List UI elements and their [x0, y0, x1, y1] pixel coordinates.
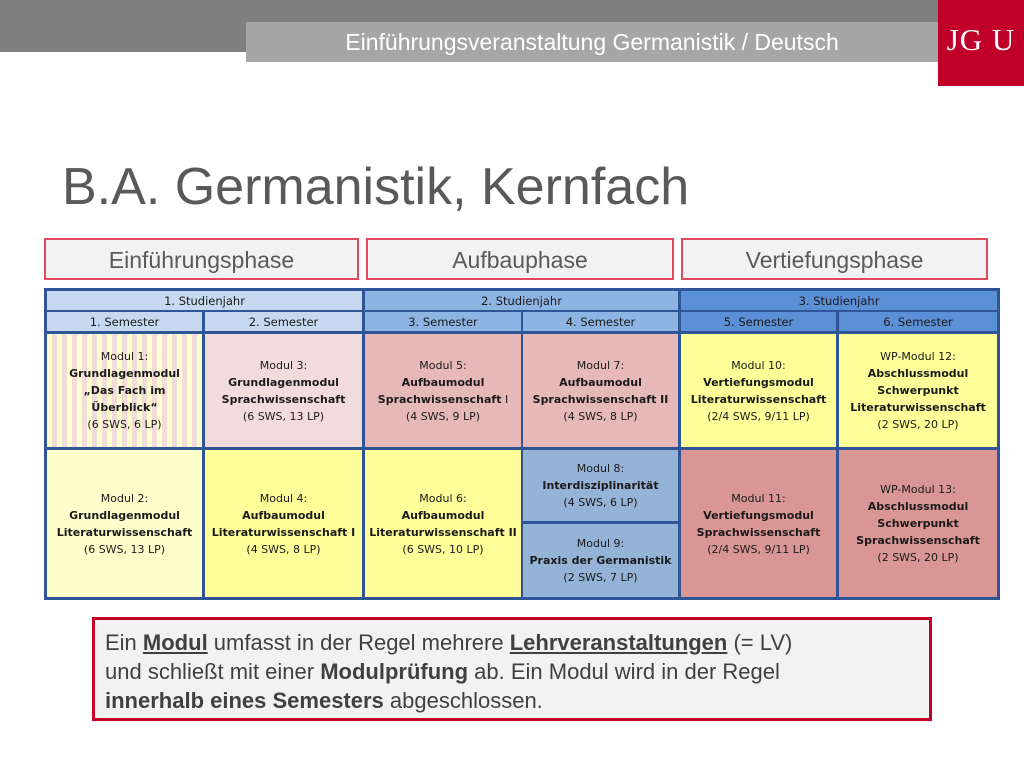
module-7 — [523, 334, 678, 447]
module-11-type: Vertiefungsmodul — [703, 508, 814, 522]
module-1-type: Grundlagenmodul — [69, 367, 180, 380]
page-title: B.A. Germanistik, Kernfach — [62, 158, 690, 216]
module-1-title-b: Überblick“ — [91, 401, 158, 414]
module-10 — [681, 334, 836, 447]
module-9-number: Modul 9: — [576, 537, 625, 550]
semester-6-header: 6. Semester — [839, 312, 997, 331]
year-1-header: 1. Studienjahr — [47, 291, 362, 310]
module-3-number: Modul 3: — [259, 358, 308, 372]
module-9-credits: (2 SWS, 7 LP) — [563, 571, 638, 584]
module-13-number: WP-Modul 13: — [880, 483, 956, 496]
module-11-credits: (2/4 SWS, 9/11 LP) — [707, 542, 810, 556]
module-1-number: Modul 1: — [100, 350, 149, 363]
module-13-title-b: Sprachwissenschaft — [856, 534, 980, 547]
module-7-type: Aufbaumodul — [559, 375, 642, 389]
module-1-credits: (6 SWS, 6 LP) — [87, 418, 162, 431]
module-6-number: Modul 6: — [419, 491, 467, 505]
module-8-title: Interdisziplinarität — [542, 479, 659, 492]
module-10-title: Literaturwissenschaft — [690, 392, 827, 406]
module-3 — [205, 334, 362, 447]
module-12-title-a: Schwerpunkt — [877, 384, 959, 397]
module-10-number: Modul 10: — [731, 358, 786, 372]
info-text: ab. Ein Modul wird in der Regel — [468, 659, 780, 684]
module-4 — [205, 450, 362, 597]
info-text: umfasst in der Regel mehrere — [207, 630, 510, 655]
info-term-semester: innerhalb eines Semesters — [105, 688, 384, 713]
module-10-type: Vertiefungsmodul — [703, 375, 814, 389]
module-5-credits: (4 SWS, 9 LP) — [405, 409, 481, 423]
phase-einfuehrung: Einführungsphase — [44, 238, 359, 280]
module-13-credits: (2 SWS, 20 LP) — [877, 551, 959, 564]
info-term-modul: Modul — [142, 630, 208, 655]
module-7-credits: (4 SWS, 8 LP) — [563, 409, 638, 423]
module-13 — [839, 450, 997, 597]
semester-4-header: 4. Semester — [523, 312, 678, 331]
semester-2-header: 2. Semester — [205, 312, 362, 331]
phase-aufbau: Aufbauphase — [366, 238, 674, 280]
info-term-modulpruefung: Modulprüfung — [320, 659, 469, 684]
info-text: abgeschlossen. — [383, 688, 543, 713]
module-4-credits: (4 SWS, 8 LP) — [246, 542, 321, 556]
module-2-type: Grundlagenmodul — [69, 508, 180, 522]
module-1-title-a: „Das Fach im — [83, 384, 166, 397]
module-5-type: Aufbaumodul — [401, 375, 485, 389]
module-2-title: Literaturwissenschaft — [56, 525, 193, 539]
module-7-number: Modul 7: — [576, 358, 625, 372]
phase-vertiefung: Vertiefungsphase — [681, 238, 988, 280]
header-title: Einführungsveranstaltung Germanistik / Deutsch — [345, 29, 839, 55]
module-2-credits: (6 SWS, 13 LP) — [83, 542, 166, 556]
module-12-number: WP-Modul 12: — [880, 350, 956, 363]
module-2 — [47, 450, 202, 597]
module-6-type: Aufbaumodul — [401, 508, 485, 522]
semester-3-header: 3. Semester — [365, 312, 521, 331]
module-7-title: Sprachwissenschaft II — [532, 392, 669, 406]
module-12-title-b: Literaturwissenschaft — [850, 401, 986, 414]
module-11 — [681, 450, 836, 597]
module-3-credits: (6 SWS, 13 LP) — [242, 409, 325, 423]
module-5-title-suffix: I — [501, 392, 509, 406]
module-6 — [365, 450, 521, 597]
module-12-credits: (2 SWS, 20 LP) — [877, 418, 959, 431]
module-8 — [523, 450, 678, 521]
module-12 — [839, 334, 997, 447]
module-5 — [365, 334, 521, 447]
module-11-number: Modul 11: — [731, 491, 786, 505]
module-9 — [523, 524, 678, 597]
info-text: Ein — [105, 630, 143, 655]
module-13-title-a: Schwerpunkt — [877, 517, 959, 530]
module-10-credits: (2/4 SWS, 9/11 LP) — [707, 409, 810, 423]
year-3-header: 3. Studienjahr — [681, 291, 997, 310]
module-12-type: Abschlussmodul — [867, 367, 969, 380]
logo-text: JG U — [946, 22, 1016, 57]
module-6-credits: (6 SWS, 10 LP) — [402, 542, 484, 556]
module-info-box — [92, 617, 932, 721]
module-4-number: Modul 4: — [259, 491, 308, 505]
module-5-number: Modul 5: — [419, 358, 467, 372]
module-3-type: Grundlagenmodul — [228, 375, 339, 389]
semester-1-header: 1. Semester — [47, 312, 202, 331]
module-11-title: Sprachwissenschaft — [696, 525, 821, 539]
module-6-title: Literaturwissenschaft II — [369, 525, 517, 539]
module-8-number: Modul 8: — [576, 462, 625, 475]
semester-5-header: 5. Semester — [681, 312, 836, 331]
info-text: (= LV) — [727, 630, 793, 655]
module-8-credits: (4 SWS, 6 LP) — [563, 496, 638, 509]
module-table — [44, 288, 1000, 600]
info-term-lehrveranstaltungen: Lehrveranstaltungen — [509, 630, 728, 655]
module-5-title: Sprachwissenschaft — [377, 392, 502, 406]
jgu-logo — [938, 0, 1024, 86]
module-1 — [47, 334, 202, 447]
info-text: und schließt mit einer — [105, 659, 321, 684]
year-2-header: 2. Studienjahr — [365, 291, 678, 310]
module-2-number: Modul 2: — [100, 491, 149, 505]
module-4-title: Literaturwissenschaft I — [211, 525, 356, 539]
module-4-type: Aufbaumodul — [242, 508, 325, 522]
module-3-title: Sprachwissenschaft — [221, 392, 346, 406]
module-13-type: Abschlussmodul — [867, 500, 969, 513]
module-5-title-line — [378, 391, 508, 408]
module-9-title: Praxis der Germanistik — [529, 554, 672, 567]
